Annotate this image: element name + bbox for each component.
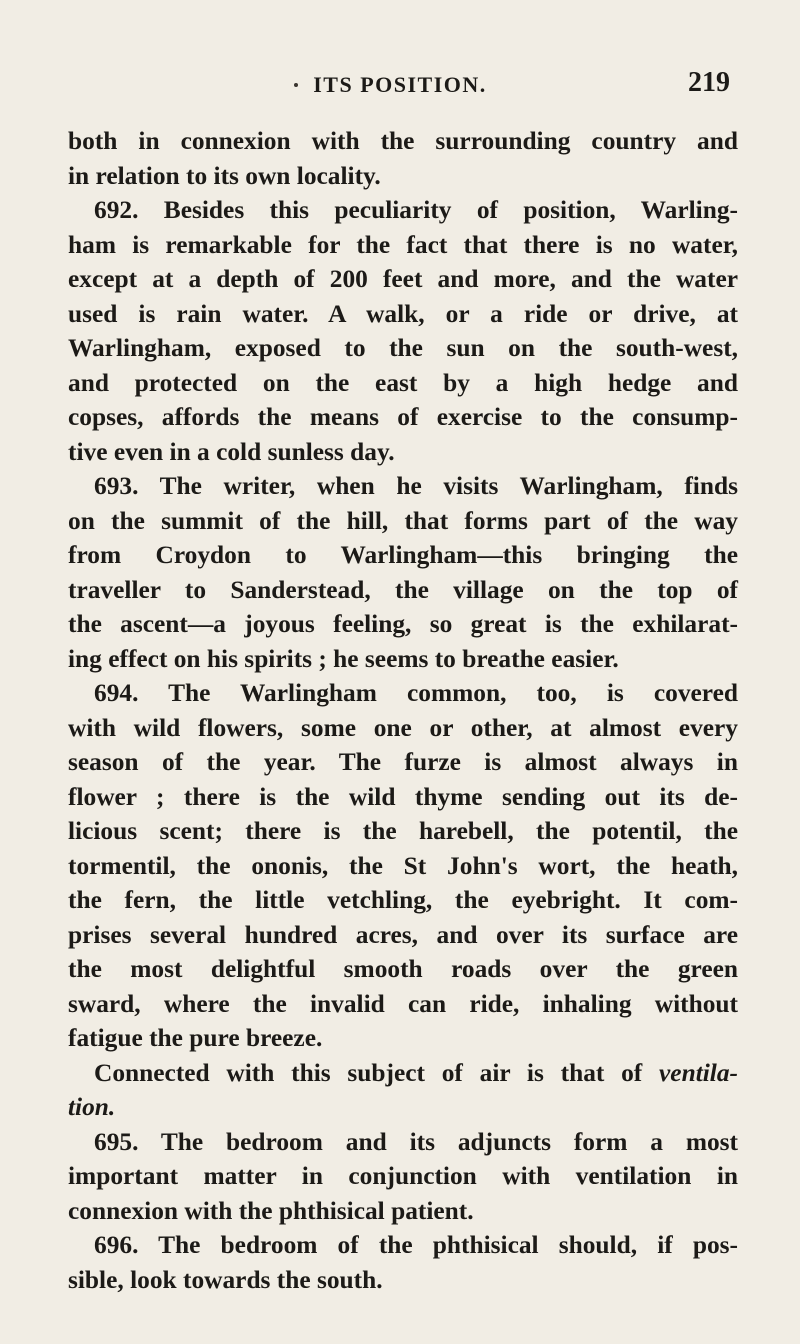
page-header [0, 64, 800, 104]
text-line: the most delightful smooth roads over the green [68, 955, 738, 983]
ventilation-term-end: tion. [68, 1093, 116, 1121]
text-line: copses, affords the means of exercise to the consump- [68, 403, 738, 431]
ventilation-lead-text: Connected with this subject of air is that of [94, 1058, 643, 1087]
paragraph-696-start: 696. The bedroom of the phthisical should, if pos- [94, 1231, 738, 1259]
text-line: sward, where the invalid can ride, inhaling without [68, 989, 738, 1018]
text-line: from Croydon to Warlingham—this bringing the [68, 541, 738, 569]
text-line: important matter in conjunction with ventilation in [68, 1162, 738, 1190]
text-line: Warlingham, exposed to the sun on the south-west, [68, 334, 738, 362]
ventilation-line [68, 1056, 738, 1091]
body-text [68, 124, 738, 1297]
text-line: on the summit of the hill, that forms part of the way [68, 506, 738, 535]
text-line: connexion with the phthisical patient. [68, 1196, 474, 1225]
text-line: and protected on the east by a high hedge and [68, 368, 738, 397]
paragraph-695-start: 695. The bedroom and its adjuncts form a most [94, 1127, 738, 1156]
text-line: the ascent—a joyous feeling, so great is the exhilarat- [68, 610, 738, 638]
text-line: tive even in a cold sunless day. [68, 437, 395, 466]
text-line: traveller to Sanderstead, the village on the top of [68, 575, 738, 604]
text-line: except at a depth of 200 feet and more, and the water [68, 265, 738, 293]
text-line: in relation to its own locality. [68, 161, 381, 190]
text-line: flower ; there is the wild thyme sending out its de- [68, 782, 738, 811]
paragraph-694-start: 694. The Warlingham common, too, is covered [94, 679, 738, 707]
text-line: the fern, the little vetchling, the eyebright. It com- [68, 886, 738, 914]
paragraph-692-start: 692. Besides this peculiarity of position, Warling- [94, 196, 738, 224]
text-line: fatigue the pure breeze. [68, 1024, 323, 1052]
page-number: 219 [688, 67, 730, 98]
paragraph-693-start: 693. The writer, when he visits Warlingham, finds [94, 472, 738, 500]
running-head: ITS POSITION. [313, 72, 487, 97]
text-line: licious scent; there is the harebell, the potentil, the [68, 817, 738, 845]
text-line: tormentil, the ononis, the St John's wort, the heath, [68, 851, 738, 880]
text-line: both in connexion with the surrounding country and [68, 127, 738, 155]
text-line: with wild flowers, some one or other, at almost every [68, 713, 738, 742]
text-line: sible, look towards the south. [68, 1265, 383, 1294]
text-line: used is rain water. A walk, or a ride or drive, at [68, 299, 738, 328]
ventilation-term: ventila- [659, 1058, 739, 1087]
text-line: ing effect on his spirits ; he seems to breathe easier. [68, 644, 619, 673]
text-line: season of the year. The furze is almost always in [68, 748, 738, 776]
text-line: ham is remarkable for the fact that there is no water, [68, 230, 738, 259]
text-line: prises several hundred acres, and over its surface are [68, 920, 738, 949]
